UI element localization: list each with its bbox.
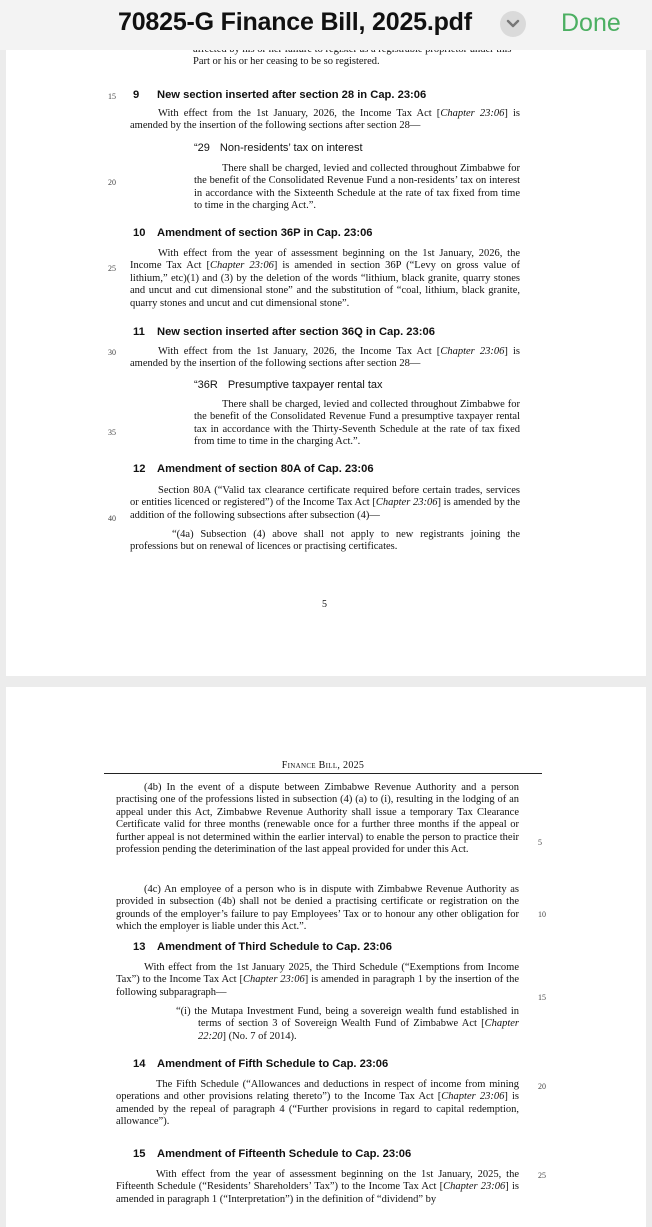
continued-text: Part or his or her ceasing to be so registered. — [193, 56, 380, 68]
line-number: 40 — [108, 514, 116, 523]
subparagraph-i-text: “(i) the Mutapa Investment Fund, being a sovereign wealth fund established in terms of section 3 of Sovereign Wealth Fund of Zimbabwe Act [Chapter 22:20] (No. 7 of 2014). — [176, 1006, 519, 1042]
document-title: 70825-G Finance Bill, 2025.pdf — [118, 8, 472, 36]
section-15-heading: 15 Amendment of Fifteenth Schedule to Cap. 23:06 — [133, 1148, 412, 1160]
section-36r-heading: “36R Presumptive taxpayer rental tax — [194, 379, 383, 391]
section-10-heading: 10 Amendment of section 36P in Cap. 23:06 — [133, 227, 373, 239]
section-29-heading: “29 Non-residents’ tax on interest — [194, 142, 363, 154]
section-9-text: With effect from the 1st January, 2026, the Income Tax Act [Chapter 23:06] is amended by the insertion of the following sections after section 28— — [130, 108, 521, 132]
line-number: 20 — [108, 178, 116, 187]
section-12-text: Section 80A (“Valid tax clearance certificate required before certain trades, services or entities licenced or registered”) of the Income Tax Act [Chapter 23:06] is amended by the addition of the following subsections after subsection (4)— — [130, 485, 520, 521]
running-header: Finance Bill, 2025 — [104, 760, 542, 774]
section-15-text: With effect from the year of assessment beginning on the 1st January, 2025, the Fifteenth Schedule (“Residents’ Shareholders’ Tax”) to the Income Tax Act [Chapter 23:06] is amended in paragraph 1 (“Interpretation”) in the definition of “dividend” by — [116, 1169, 519, 1205]
section-14-text: The Fifth Schedule (“Allowances and deductions in respect of income from mining operations and other provisions relating thereto”) to the Income Tax Act [Chapter 23:06] is amended by the repeal of paragraph 4 (“Further provisions in regard to capital redemption, allowance”). — [116, 1079, 520, 1128]
done-button[interactable]: Done — [561, 9, 621, 37]
subsection-4c-text: (4c) An employee of a person who is in dispute with Zimbabwe Revenue Authority as provided in subsection (4b) shall not be denied a practising certificate or registration on the grounds of the employer’s failure to pay Employees’ Tax or to honour any other obligation for which the employer is liable under this Act.”. — [116, 884, 519, 933]
pdf-page-5[interactable] — [6, 28, 646, 676]
line-number: 5 — [538, 838, 542, 847]
section-14-heading: 14 Amendment of Fifth Schedule to Cap. 23:06 — [133, 1058, 389, 1070]
section-9-heading: 9 New section inserted after section 28 in Cap. 23:06 — [133, 89, 427, 101]
title-menu-button[interactable] — [500, 11, 526, 37]
section-11-text: With effect from the 1st January, 2026, the Income Tax Act [Chapter 23:06] is amended by the insertion of the following sections after section 28— — [130, 346, 521, 370]
chevron-down-icon — [506, 19, 520, 29]
subsection-4a-text: “(4a) Subsection (4) above shall not apply to new registrants joining the professions but on renewal of licences or practising certificates. — [130, 529, 520, 553]
subsection-4b-text: (4b) In the event of a dispute between Zimbabwe Revenue Authority and a person practising one of the professions listed in subsection (4) (a) to (i), resulting in the lodging of an appeal under this Act, Zimbabwe Revenue Authority shall issue a temporary Tax Clearance Certificate valid for three months (renewable once for a further three months if the appeal or further appeal is not determined within the earlier interval) to enable the person to practice their profession pending the deterimination of the last appeal provided for under this Act. — [116, 782, 519, 856]
section-12-heading: 12 Amendment of section 80A of Cap. 23:06 — [133, 463, 374, 475]
line-number: 30 — [108, 348, 116, 357]
line-number: 25 — [108, 264, 116, 273]
line-number: 20 — [538, 1082, 546, 1091]
section-29-text: There shall be charged, levied and collected throughout Zimbabwe for the benefit of the Consolidated Revenue Fund a non-residents’ tax on interest in accordance with the Sixteenth Schedule at the rate of tax fixed from time to time in the charging Act.”. — [194, 163, 520, 212]
section-11-heading: 11 New section inserted after section 36Q in Cap. 23:06 — [133, 326, 435, 338]
line-number: 10 — [538, 910, 546, 919]
section-36r-text: There shall be charged, levied and collected throughout Zimbabwe for the benefit of the Consolidated Revenue Fund a presumptive taxpayer rental tax in accordance with the Thirty-Seventh Schedule at the rate of tax fixed from time to time in the charging Act.”. — [194, 399, 520, 448]
line-number: 35 — [108, 428, 116, 437]
top-bar — [0, 0, 652, 50]
section-13-text: With effect from the 1st January 2025, the Third Schedule (“Exemptions from Income Tax”) to the Income Tax Act [Chapter 23:06] is amended in paragraph 1 by the insertion of the following subparagraph— — [116, 962, 519, 998]
line-number: 15 — [108, 92, 116, 101]
section-13-heading: 13 Amendment of Third Schedule to Cap. 23:06 — [133, 941, 392, 953]
line-number: 25 — [538, 1171, 546, 1180]
pdf-page-6[interactable] — [6, 687, 646, 1227]
page-number: 5 — [322, 599, 327, 610]
section-10-text: With effect from the year of assessment beginning on the 1st January, 2026, the Income Tax Act [Chapter 23:06] is amended in section 36P (“Levy on gross value of lithium,” etc)(1) and (3) by the deletion of the words “lithium, black granite, quarry stones and uncut and cut dimensional stone” and the substitution of “coal, lithium, black granite, quarry stones and uncut and cut dimensional stone”. — [130, 248, 520, 309]
line-number: 15 — [538, 993, 546, 1002]
